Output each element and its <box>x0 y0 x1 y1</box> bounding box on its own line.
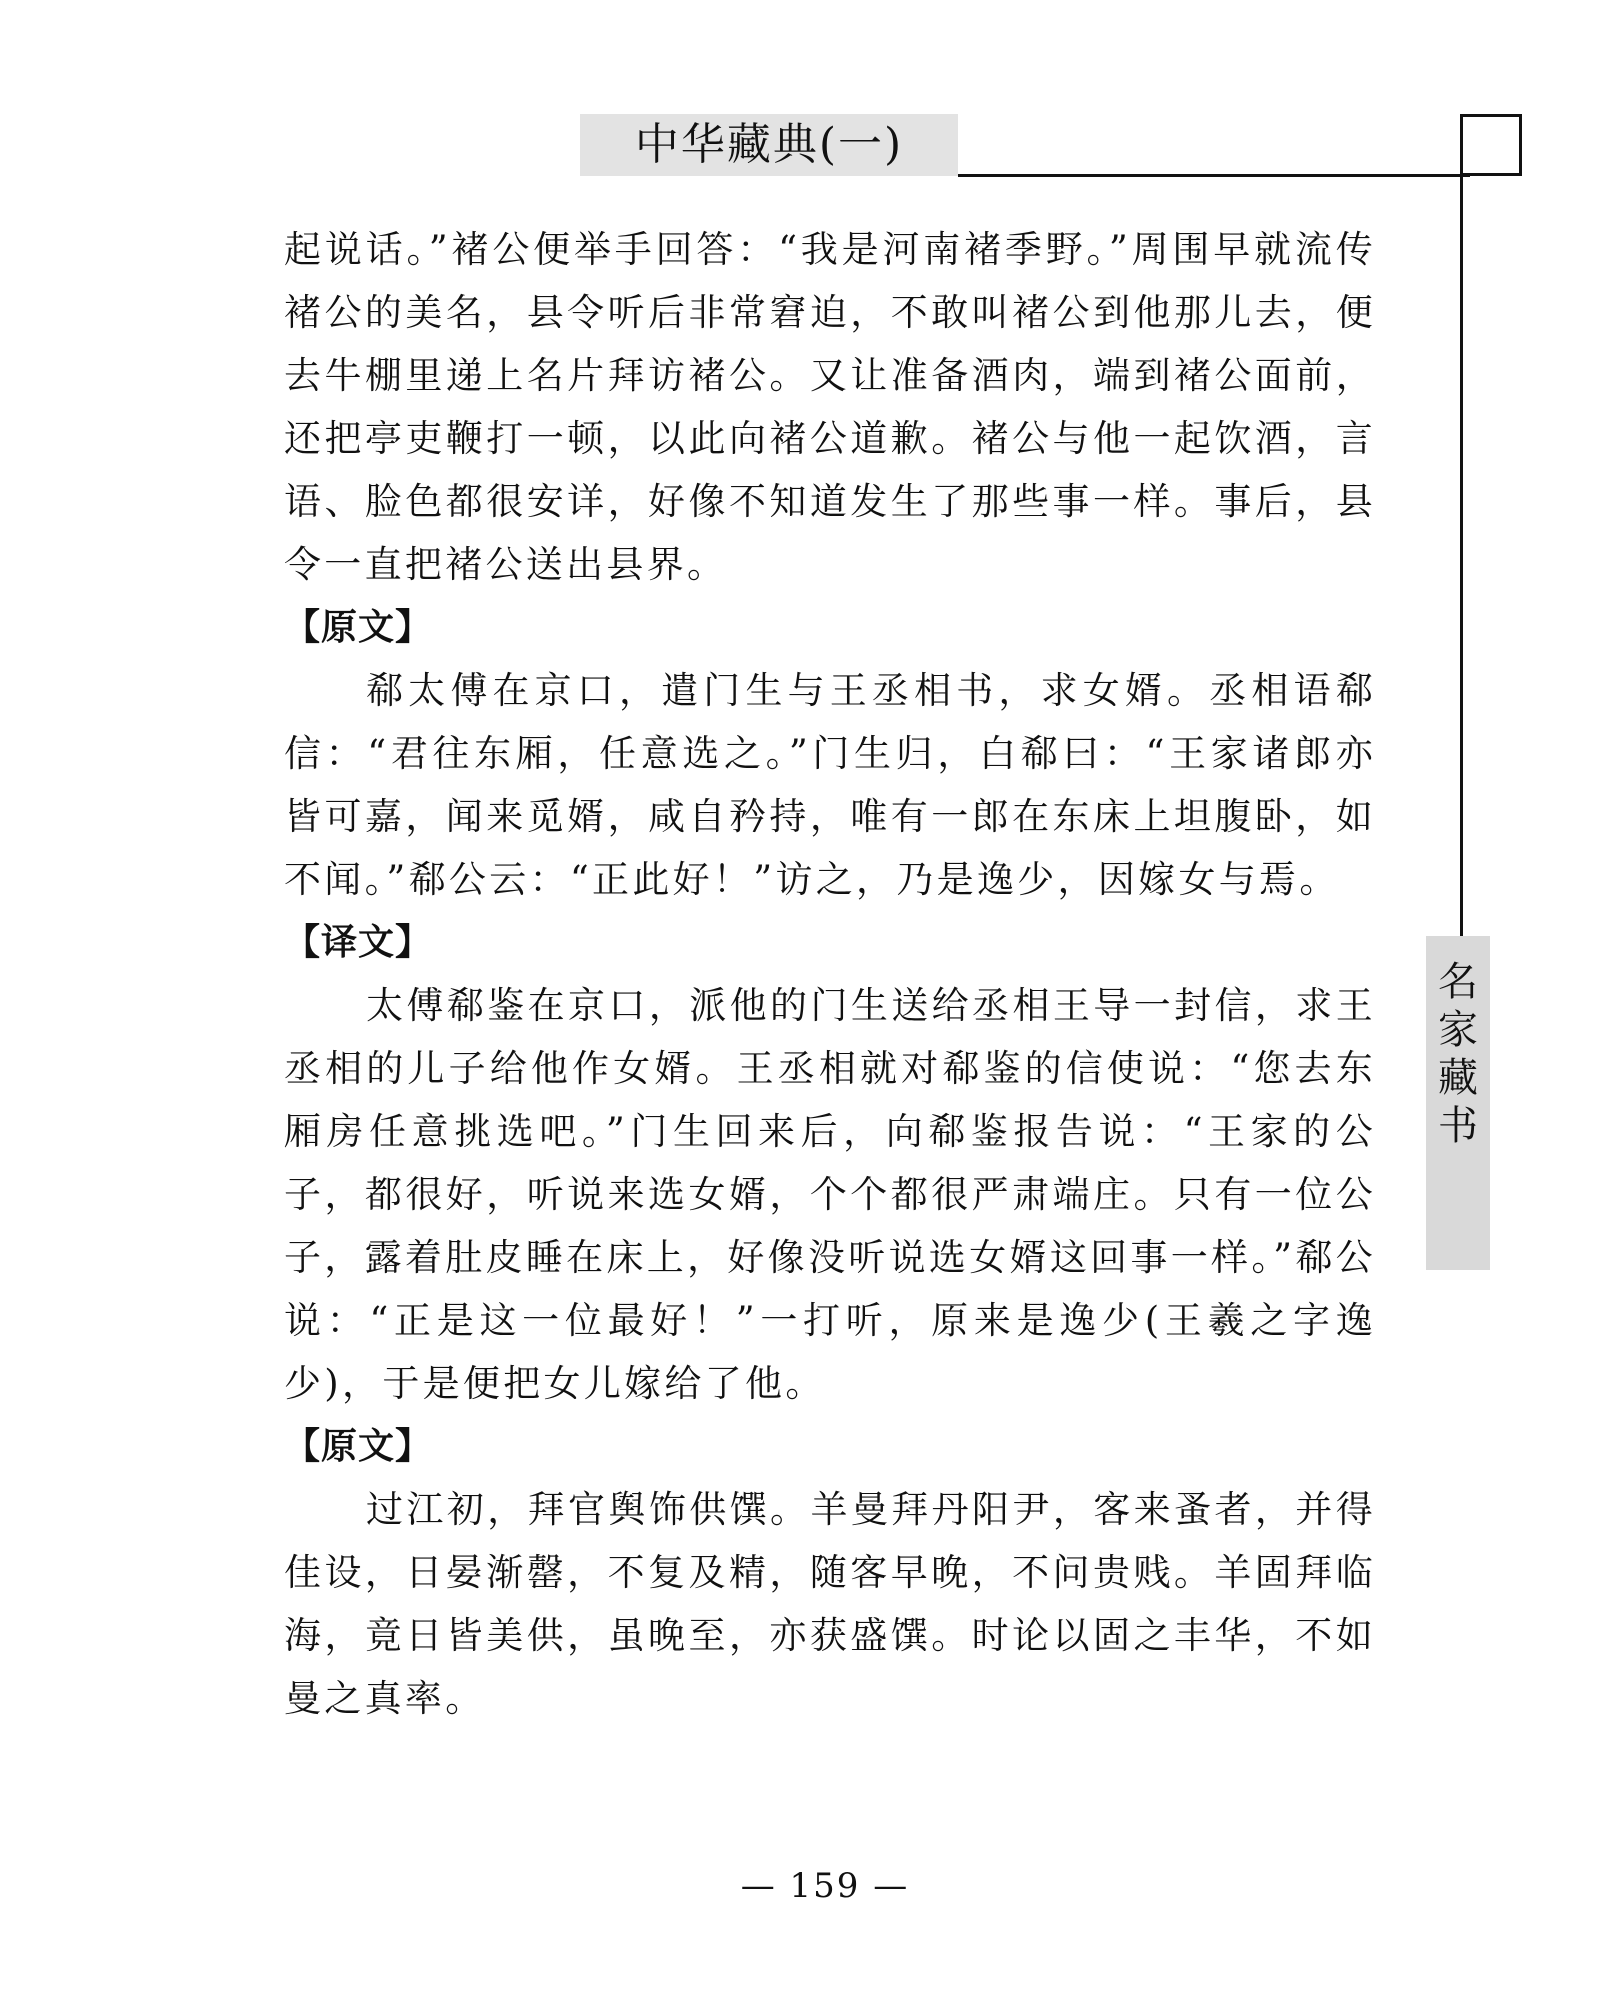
original-text-paragraph: 郗太傅在京口，遣门生与王丞相书，求女婿。丞相语郗信：“君往东厢，任意选之。”门生归，白郗曰：“王家诸郎亦皆可嘉，闻来觅婿，咸自矜持，唯有一郎在东床上坦腹卧，如不闻。”郗公云：“正此好！”访之，乃是逸少，因嫁女与焉。 <box>284 669 1376 901</box>
section-heading-original: 【原文】 <box>284 1426 433 1467</box>
section-heading-translation: 【译文】 <box>284 922 433 963</box>
side-rule <box>1460 114 1463 936</box>
corner-square-ornament <box>1460 114 1522 176</box>
page-body <box>284 218 1376 1730</box>
page-number: — 159 — <box>740 1866 910 1906</box>
side-tab-char: 书 <box>1438 1103 1478 1149</box>
side-tab-char: 家 <box>1438 1007 1478 1053</box>
section-heading-original: 【原文】 <box>284 607 433 648</box>
translation-paragraph-continued: 起说话。”褚公便举手回答：“我是河南褚季野。”周围早就流传褚公的美名，县令听后非常窘迫，不敢叫褚公到他那儿去，便去牛棚里递上名片拜访褚公。又让准备酒肉，端到褚公面前，还把亭吏鞭打一顿，以此向褚公道歉。褚公与他一起饮酒，言语、脸色都很安详，好像不知道发生了那些事一样。事后，县令一直把褚公送出县界。 <box>284 228 1376 586</box>
section-side-tab-label <box>1426 958 1490 1150</box>
header-rule <box>958 174 1470 177</box>
book-title: 中华藏典(一) <box>634 119 904 170</box>
original-text-paragraph: 过江初，拜官舆饰供馔。羊曼拜丹阳尹，客来蚤者，并得佳设，日晏渐罄，不复及精，随客早晚，不问贵贱。羊固拜临海，竟日皆美供，虽晚至，亦获盛馔。时论以固之丰华，不如曼之真率。 <box>284 1488 1376 1720</box>
translation-paragraph: 太傅郗鉴在京口，派他的门生送给丞相王导一封信，求王丞相的儿子给他作女婿。王丞相就对郗鉴的信使说：“您去东厢房任意挑选吧。”门生回来后，向郗鉴报告说：“王家的公子，都很好，听说来选女婿，个个都很严肃端庄。只有一位公子，露着肚皮睡在床上，好像没听说选女婿这回事一样。”郗公说：“正是这一位最好！”一打听，原来是逸少(王羲之字逸少)，于是便把女儿嫁给了他。 <box>284 984 1376 1405</box>
side-tab-char: 藏 <box>1438 1055 1478 1101</box>
side-tab-char: 名 <box>1438 959 1478 1005</box>
